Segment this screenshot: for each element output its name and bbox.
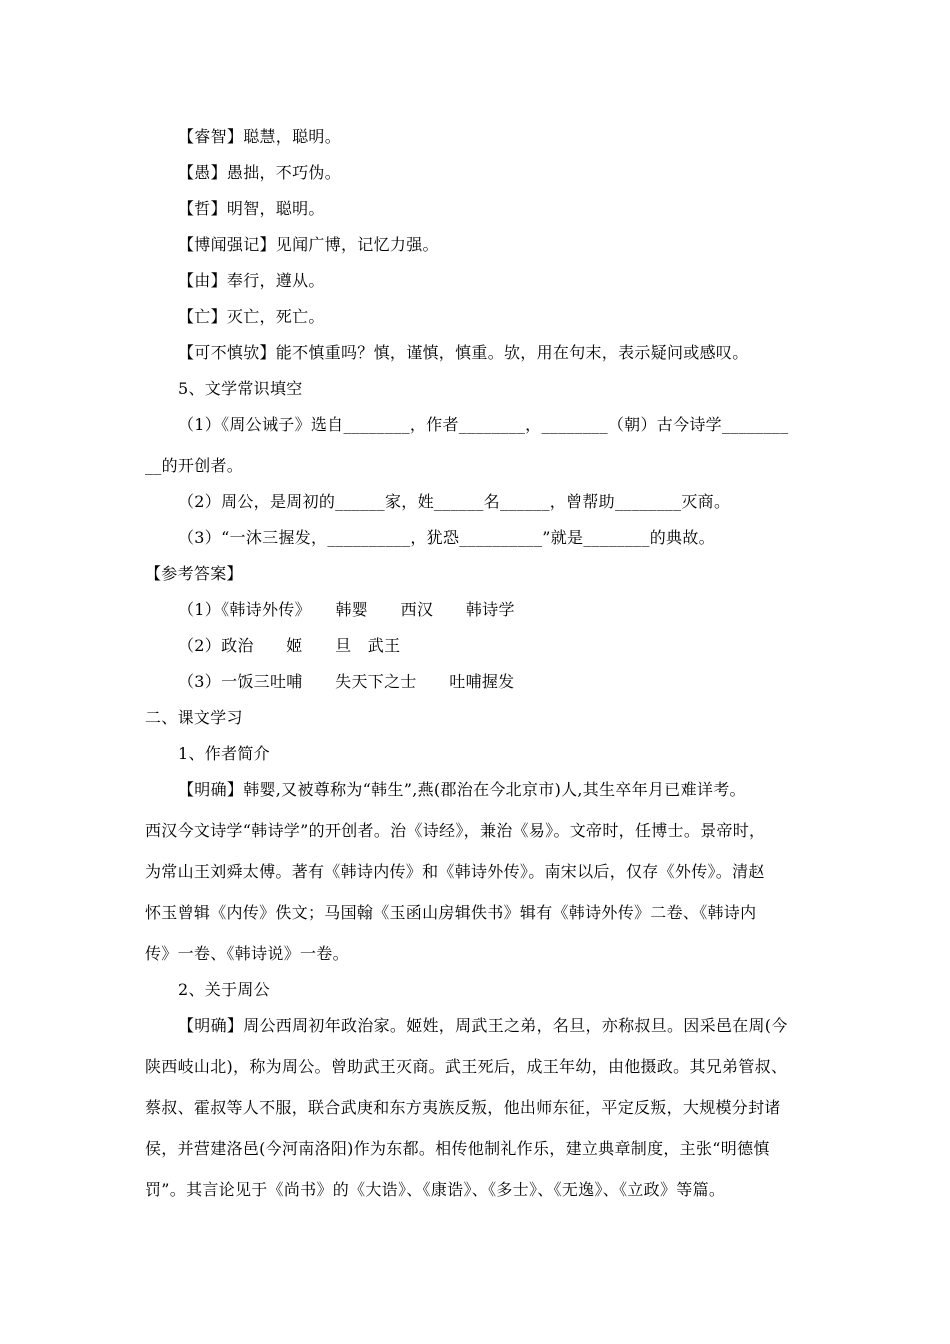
question-3: （3）“一沐三握发，__________，犹恐__________”就是________的典故。 — [178, 528, 715, 547]
zhougong-paragraph-line: 蔡叔、霍叔等人不服，联合武庚和东方夷族反叛，他出师东征，平定反叛，大规模分封诸 — [145, 1098, 781, 1117]
zhougong-paragraph-line: 侯，并营建洛邑(今河南洛阳)作为东都。相传他制礼作乐，建立典章制度，主张“明德慎 — [145, 1139, 770, 1158]
question-1-line-2: __的开创者。 — [145, 456, 244, 475]
question-1-line-1: （1）《周公诫子》选自________，作者________，________（朝）古今诗学________ — [178, 415, 789, 434]
author-paragraph-line: 【明确】韩婴,又被尊称为“韩生”,燕(郡治在今北京市)人,其生卒年月已难详考。 — [178, 780, 746, 799]
glossary-item: 【由】奉行，遵从。 — [178, 271, 325, 290]
subsection-heading-zhougong: 2、关于周公 — [178, 980, 270, 999]
answers-heading: 【参考答案】 — [145, 564, 243, 583]
part-heading: 二、课文学习 — [145, 708, 243, 727]
author-paragraph-line: 西汉今文诗学“韩诗学”的开创者。治《诗经》，兼治《易》。文帝时，任博士。景帝时， — [145, 821, 766, 840]
answer-1: （1）《韩诗外传》 韩婴 西汉 韩诗学 — [178, 600, 515, 619]
zhougong-paragraph-line: 陕西岐山北)，称为周公。曾助武王灭商。武王死后，成王年幼，由他摄政。其兄弟管叔、 — [145, 1057, 788, 1076]
glossary-item: 【愚】愚拙，不巧伪。 — [178, 163, 342, 182]
question-2: （2）周公，是周初的______家，姓______名______，曾帮助________灭商。 — [178, 492, 731, 511]
zhougong-paragraph-line: 罚”。其言论见于《尚书》的《大诰》、《康诰》、《多士》、《无逸》、《立政》等篇。 — [145, 1180, 726, 1199]
glossary-item: 【可不慎欤】能不慎重吗？慎，谨慎，慎重。欤，用在句末，表示疑问或感叹。 — [178, 343, 749, 362]
glossary-item: 【亡】灭亡，死亡。 — [178, 307, 325, 326]
author-paragraph-line: 怀玉曾辑《内传》佚文；马国翰《玉函山房辑佚书》辑有《韩诗外传》二卷、《韩诗内 — [145, 903, 757, 922]
glossary-item: 【博闻强记】见闻广博，记忆力强。 — [178, 235, 439, 254]
answer-3: （3）一饭三吐哺 失天下之士 吐哺握发 — [178, 672, 515, 691]
zhougong-paragraph-line: 【明确】周公西周初年政治家。姬姓，周武王之弟，名旦，亦称叔旦。因采邑在周(今 — [178, 1016, 788, 1035]
glossary-item: 【哲】明智，聪明。 — [178, 199, 325, 218]
section-heading: 5、文学常识填空 — [178, 379, 303, 398]
subsection-heading-author: 1、作者简介 — [178, 744, 270, 763]
author-paragraph-line: 为常山王刘舜太傅。著有《韩诗内传》和《韩诗外传》。南宋以后，仅存《外传》。清赵 — [145, 862, 765, 881]
answer-2: （2）政治 姬 旦 武王 — [178, 636, 401, 655]
glossary-item: 【睿智】聪慧，聪明。 — [178, 127, 342, 146]
author-paragraph-line: 传》一卷、《韩诗说》一卷。 — [145, 944, 349, 963]
